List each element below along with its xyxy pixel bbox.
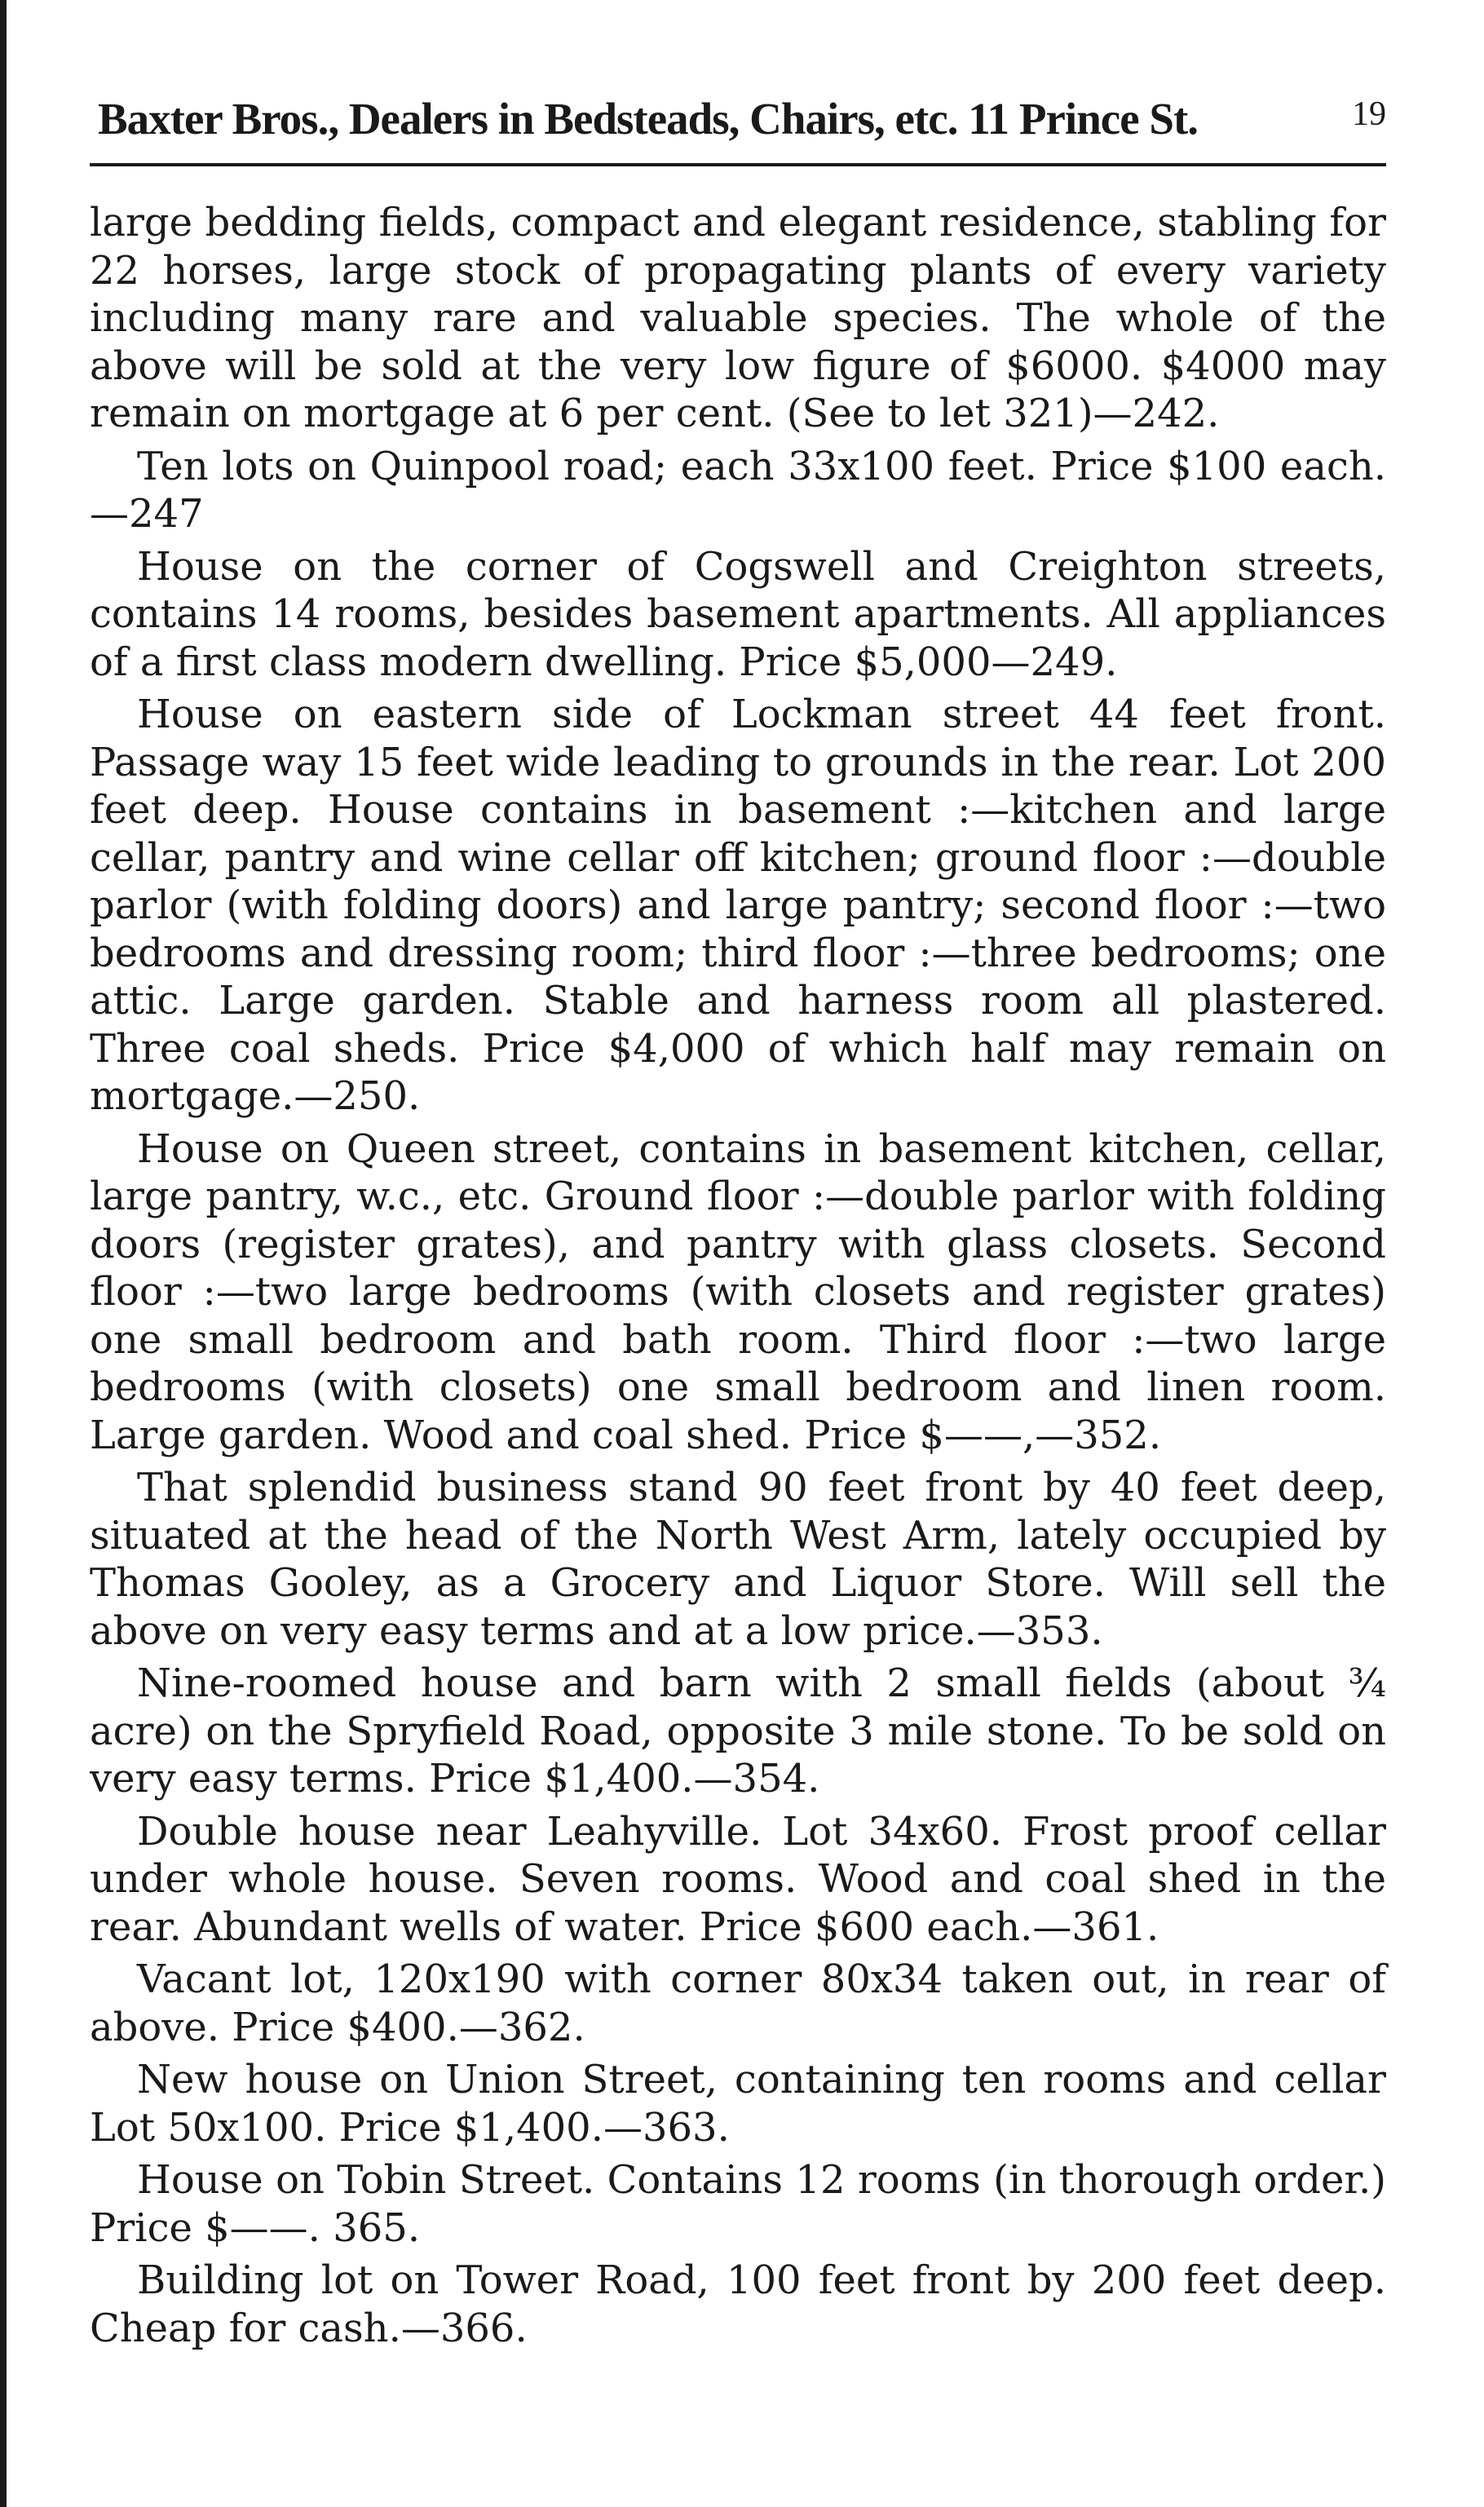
listing-354: Nine-roomed house and barn with 2 small fields (about ¾ acre) on the Spryfield Road, opposite 3 mile stone. To be sold on very easy terms. Price $1,400.—354. [90, 1660, 1386, 1802]
listing-361: Double house near Leahyville. Lot 34x60. Frost proof cellar under whole house. Seven rooms. Wood and coal shed in the rear. Abundant wells of water. Price $600 each.—361. [90, 1808, 1386, 1950]
listing-249: House on the corner of Cogswell and Creighton streets, contains 14 rooms, besides basement apartments. All appliances of a first class modern dwelling. Price $5,000—249. [90, 543, 1386, 685]
page-edge-rule [0, 0, 7, 2507]
listing-242-continued: large bedding fields, compact and elegant residence, stabling for 22 horses, large stock of propagating plants of every variety including many rare and valuable species. The whole of the above will be sold at the very low figure of $6000. $4000 may remain on mortgage at 6 per cent. (See to let 321)—242. [90, 200, 1386, 436]
listing-365: House on Tobin Street. Contains 12 rooms (in thorough order.) Price $——. 365. [90, 2157, 1386, 2251]
page-number: 19 [1352, 95, 1386, 133]
book-page [90, 82, 1386, 2357]
running-header [90, 82, 1386, 166]
listing-363: New house on Union Street, containing ten rooms and cellar Lot 50x100. Price $1,400.—363. [90, 2057, 1386, 2151]
listing-353: That splendid business stand 90 feet front by 40 feet deep, situated at the head of the North West Arm, lately occupied by Thomas Gooley, as a Grocery and Liquor Store. Will sell the above on very easy terms and at a low price.—353. [90, 1465, 1386, 1654]
listing-366: Building lot on Tower Road, 100 feet front by 200 feet deep. Cheap for cash.—366. [90, 2257, 1386, 2351]
listing-352: House on Queen street, contains in basement kitchen, cellar, large pantry, w.c., etc. Ground floor :—double parlor with folding doors (register grates), and pantry with glass closets. Second floor :—two large bedrooms (with closets and register grates) one small bedroom and bath room. Third floor :—two large bedrooms (with closets) one small bedroom and linen room. Large garden. Wood and coal shed. Price $——,—352. [90, 1125, 1386, 1458]
listings-body [90, 199, 1386, 2352]
listing-250: House on eastern side of Lockman street 44 feet front. Passage way 15 feet wide leading to grounds in the rear. Lot 200 feet deep. House contains in basement :—kitchen and large cellar, pantry and wine cellar off kitchen; ground floor :—double parlor (with folding doors) and large pantry; second floor :—two bedrooms and dressing room; third floor :—three bedrooms; one attic. Large garden. Stable and harness room all plastered. Three coal sheds. Price $4,000 of which half may remain on mortgage.—250. [90, 692, 1386, 1119]
listing-247: Ten lots on Quinpool road; each 33x100 feet. Price $100 each. —247 [90, 443, 1386, 537]
listing-362: Vacant lot, 120x190 with corner 80x34 taken out, in rear of above. Price $400.—362. [90, 1957, 1386, 2050]
running-header-title: Baxter Bros., Dealers in Bedsteads, Chairs, etc. 11 Prince St. [98, 94, 1199, 144]
